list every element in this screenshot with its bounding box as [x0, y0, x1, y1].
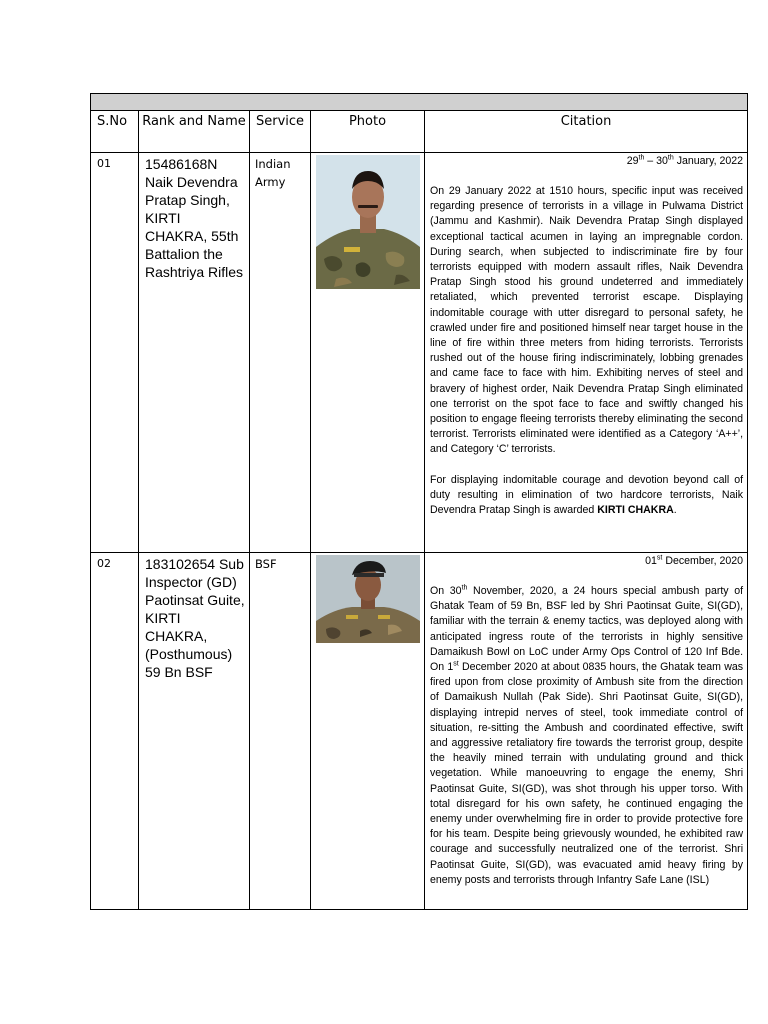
header-citation: Citation: [425, 111, 748, 153]
sno-cell: 02: [91, 553, 139, 910]
header-sno: S.No: [91, 111, 139, 153]
citation-date: 29th – 30th January, 2022: [626, 154, 744, 167]
table-row: [91, 553, 748, 910]
citation-paragraph: On 29 January 2022 at 1510 hours, specific input was received regarding presence of terrorists in a village in Pulwama District (Jammu and Kashmir). Naik Devendra Pratap Singh displayed exceptional tactical acumen in laying an impregnable cordon. During search, when subjected to indiscriminate fire by four terrorists equipped with modern assault rifles, Naik Devendra Pratap Singh stood his ground undeterred and immediately retaliated, which prevented terrorist escape. Displaying indomitable courage with utter disregard to personal safety, he crawled under fire and positioned himself near target house in the line of fire within three meters from hiding terrorists. Terrorists rushed out of the house firing indiscriminately, lobbing grenades and came face to face with him. Exhibiting nerves of steel and bravery of highest order, Naik Devendra Pratap Singh eliminated one terrorist on the spot face to face and swiftly changed his position to engage fleeing terrorists thereby eliminating the second terrorist. Terrorists eliminated were identified as a Category ‘A++’, and Category ‘C’ terrorists.: [430, 185, 744, 456]
soldier-photo-army: [316, 155, 420, 289]
header-photo: Photo: [311, 111, 425, 153]
citation-paragraph: On 30th November, 2020, a 24 hours special ambush party of Ghatak Team of 59 Bn, BSF led by Shri Paotinsat Guite, SI(GD), familiar with the terrain & enemy tactics, was deployed along with anticipated ingress route of the terrorists in highly sensitive Damaikush Bowl on LoC under Army Ops Control of 120 Inf Bde. On 1st December 2020 at about 0835 hours, the Ghatak team was fired upon from close proximity of Ambush site from the direction of Damaikush Nullah (Pak Side). Shri Paotinsat Guite, SI(GD), displaying intrepid nerves of steel, took immediate control of situation, re-sitting the Ambush and coordinated effective, swift and aggressive retaliatory fire towards the terrorist group, despite the heavily mined terrain with undulating ground and thick vegetation. While manoeuvring to engage the enemy, Shri Paotinsat Guite, SI(GD), was shot through his upper torso. With total disregard for his own safety, he continued engaging the enemy under overwhelming fire in order to provide protective fore for his team. Despite being grievously wounded, he exhibited raw courage and successfully neutralized one of the terrorist. Shri Paotinsat Guite, SI(GD), was evacuated amid heavy firing by enemy posts and terrorists through Infantry Safe Lane (ISL): [430, 584, 744, 886]
citation-date: 01st December, 2020: [645, 554, 744, 567]
citation-cell: [425, 153, 748, 553]
rank-name-cell: 183102654 Sub Inspector (GD) Paotinsat Guite, KIRTI CHAKRA, (Posthumous) 59 Bn BSF: [139, 553, 250, 910]
table-row: [91, 153, 748, 553]
photo-cell: [311, 553, 425, 910]
table-title-band: [91, 94, 748, 111]
awards-document: [90, 93, 747, 910]
service-cell: BSF: [250, 553, 311, 910]
header-row: [91, 111, 748, 153]
rank-name-cell: 15486168N Naik Devendra Pratap Singh, KIRTI CHAKRA, 55th Battalion the Rashtriya Rifles: [139, 153, 250, 553]
service-cell: Indian Army: [250, 153, 311, 553]
awards-table: [90, 93, 748, 910]
citation-cell: [425, 553, 748, 910]
soldier-photo-bsf: [316, 555, 420, 643]
title-band-cell: [91, 94, 748, 111]
header-service: Service: [250, 111, 311, 153]
header-rank-name: Rank and Name: [139, 111, 250, 153]
citation-award-paragraph: For displaying indomitable courage and devotion beyond call of duty resulting in elimination of two hardcore terrorists, Naik Devendra Pratap Singh is awarded KIRTI CHAKRA.: [430, 473, 744, 517]
sno-cell: 01: [91, 153, 139, 553]
photo-cell: [311, 153, 425, 553]
